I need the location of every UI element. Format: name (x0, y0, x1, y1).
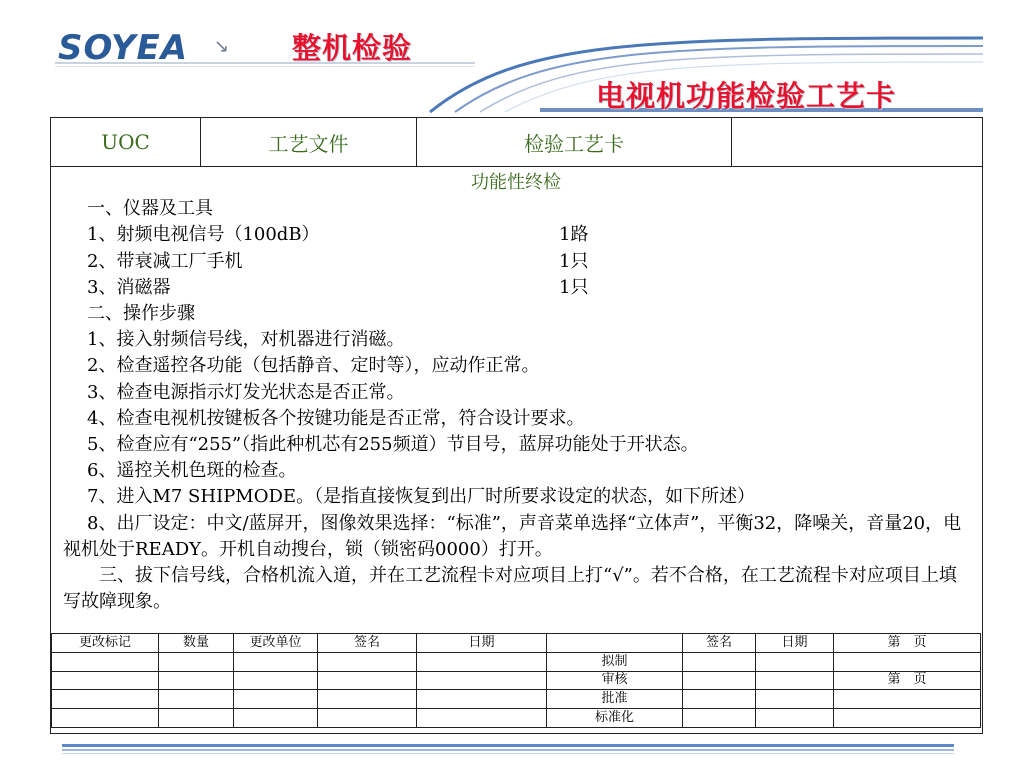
tool-name: 2、带衰减工厂手机 (87, 250, 243, 272)
inspection-card (50, 117, 983, 734)
step-item: 6、遥控关机色斑的检查。 (87, 460, 297, 482)
footer-line (62, 749, 954, 751)
revision-header-row (52, 634, 981, 653)
rev-header-cell: 第 页 (834, 634, 981, 653)
page-cell (834, 709, 981, 728)
page-cell (834, 652, 981, 671)
rev-header-cell: 日期 (756, 634, 834, 653)
arrow-down-right-icon: ↘ (214, 36, 230, 57)
footer-line (62, 753, 954, 754)
approval-label: 拟制 (547, 652, 683, 671)
section-heading-tools: 一、仪器及工具 (87, 198, 213, 220)
revision-row (52, 690, 981, 709)
tool-name: 1、射频电视信号（100dB） (87, 224, 320, 246)
doc-type-cell: 工艺文件 (201, 118, 417, 166)
rev-header-cell: 签名 (683, 634, 756, 653)
step-item-factory-settings: 8、出厂设定：中文/蓝屏开，图像效果选择：“标准”，声音菜单选择“立体声”，平衡32，降噪关，音量20，电视机处于READY。开机自动搜台，锁（锁密码0000）打开。 (63, 512, 962, 560)
page-subtitle: 电视机功能检验工艺卡 (596, 79, 897, 113)
rev-header-cell: 更改单位 (234, 634, 318, 653)
footer-line (62, 744, 954, 747)
tool-item (63, 275, 969, 301)
page-cell (834, 690, 981, 709)
approval-label: 审核 (547, 671, 683, 690)
content-title: 功能性终检 (471, 172, 561, 193)
rev-header-cell: 数量 (159, 634, 234, 653)
step-item: 3、检查电源指示灯发光状态是否正常。 (87, 381, 405, 403)
doc-code-cell: UOC (51, 118, 201, 166)
step-item: 4、检查电视机按键板各个按键功能是否正常，符合设计要求。 (87, 407, 585, 429)
revision-row (52, 709, 981, 728)
doc-header-row (51, 118, 982, 167)
doc-category-cell: 检验工艺卡 (417, 118, 732, 166)
approval-label: 批准 (547, 690, 683, 709)
page-cell: 第 页 (834, 671, 981, 690)
rev-header-cell (547, 634, 683, 653)
rev-header-cell: 日期 (417, 634, 547, 653)
tool-name: 3、消磁器 (87, 276, 171, 298)
step-item: 7、进入M7 SHIPMODE。（是指直接恢复到出厂时所要求设定的状态，如下所述） (87, 486, 756, 508)
approval-label: 标准化 (547, 709, 683, 728)
revision-row (52, 671, 981, 690)
tool-qty: 1只 (559, 276, 589, 298)
inspection-content (51, 168, 981, 632)
soyea-logo: SOYEA (58, 28, 189, 68)
page-title: 整机检验 (292, 31, 413, 65)
tool-item (63, 249, 969, 275)
doc-blank-cell (732, 118, 982, 166)
step-item: 1、接入射频信号线，对机器进行消磁。 (87, 329, 405, 351)
tool-qty: 1路 (559, 224, 589, 246)
rev-header-cell: 签名 (318, 634, 417, 653)
tool-item (63, 222, 969, 248)
step-item: 5、检查应有“255”（指此种机芯有255频道）节目号，蓝屏功能处于开状态。 (87, 434, 699, 456)
tool-qty: 1只 (559, 250, 589, 272)
revision-table (51, 633, 981, 728)
revision-row (52, 652, 981, 671)
step-item: 2、检查遥控各功能（包括静音、定时等），应动作正常。 (87, 355, 540, 377)
section-heading-result: 三、拔下信号线，合格机流入道，并在工艺流程卡对应项目上打“√”。若不合格，在工艺流程卡对应项目上填写故障现象。 (63, 565, 957, 613)
section-heading-steps: 二、操作步骤 (87, 303, 195, 325)
rev-header-cell: 更改标记 (52, 634, 159, 653)
